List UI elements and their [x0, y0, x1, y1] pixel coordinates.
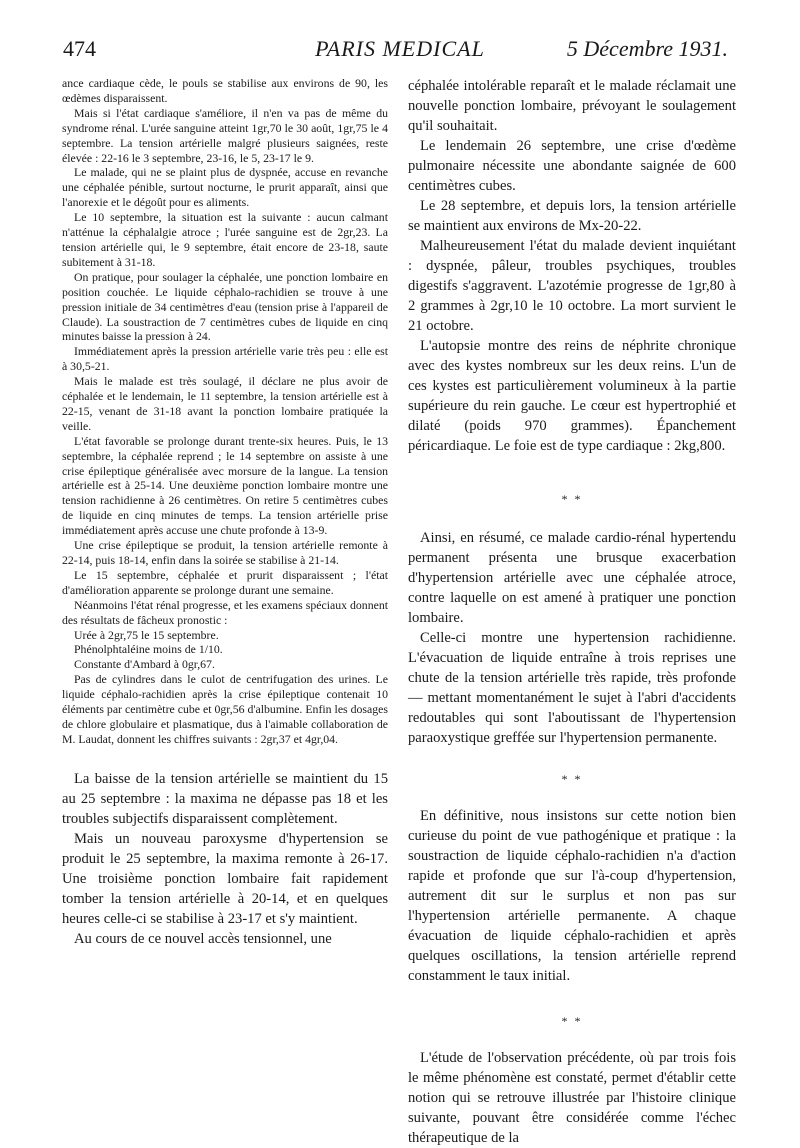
paragraph: Au cours de ce nouvel accès tensionnel, une	[74, 930, 332, 947]
paragraph: Mais un nouveau paroxysme d'hypertension se produit le 25 septembre, la maxima remonte à 26-17. Une troisième ponction lombaire fait rapidement tomber la tension artérielle à 20-14, et en quelques heures celle-ci se stabilise à 23-17 et s'y maintient.	[62, 830, 388, 927]
paragraph: Ainsi, en résumé, ce malade cardio-rénal hypertendu permanent présenta une brusque exacerbation d'hypertension artérielle avec une céphalée atroce, contre laquelle on est amené à pratiquer une ponction lombaire.	[408, 530, 736, 626]
section-separator: * *	[561, 492, 583, 506]
section-separator: * *	[561, 1014, 583, 1028]
paragraph: L'état favorable se prolonge durant trente-six heures. Puis, le 13 septembre, la céphalée reprend ; le 14 septembre on assiste à une crise épileptique généralisée avec morsure de la langue. La tension artérielle est à 25-14. Une deuxième ponction lombaire montre une tension rachidienne à 26 centimètres. On retire 5 centimètres cubes de liquide en cinq minutes de temps. La tension artérielle prise immédiatement après accuse une chute profonde à 13-9.	[62, 433, 388, 538]
lab-result: Constante d'Ambard à 0gr,67.	[74, 657, 215, 672]
paragraph: Immédiatement après la pression artérielle varie très peu : elle est à 30,5-21.	[62, 344, 388, 374]
journal-title: PARIS MEDICAL	[315, 36, 485, 61]
paragraph: Pas de cylindres dans le culot de centrifugation des urines. Le liquide céphalo-rachidien après la crise épileptique contenait 10 éléments par centimètre cube et 0gr,56 d'albumine. Enfin les dosages de chlore globulaire et plasmatique, dus à l'aimable collaboration de M. Laudat, donnent les chiffres suivants : 2gr,37 et 4gr,04.	[62, 672, 388, 746]
paragraph: Néanmoins l'état rénal progresse, et les examens spéciaux donnent des résultats de fâcheux pronostic :	[62, 597, 388, 627]
paragraph: Mais si l'état cardiaque s'améliore, il n'en va pas de même du syndrome rénal. L'urée sanguine atteint 1gr,70 le 30 août, 1gr,75 le 4 septembre. La tension artérielle malgré plusieurs saignées, reste élevée : 22-16 le 3 septembre, 23-16, le 5, 23-17 le 9.	[62, 105, 388, 165]
paragraph: Le lendemain 26 septembre, une crise d'œdème pulmonaire nécessite une abondante saignée de 600 centimètres cubes.	[408, 138, 736, 194]
paragraph: Une crise épileptique se produit, la tension artérielle remonte à 22-14, puis 18-14, enfin dans la soirée se stabilise à 21-14.	[62, 538, 388, 567]
paragraph: On pratique, pour soulager la céphalée, une ponction lombaire en position couchée. Le liquide céphalo-rachidien se trouve à une pression initiale de 34 centimètres d'eau (tension prise à l'appareil de Claude). La soustraction de 7 centimètres cubes de liquide en cinq minutes baisse la pression à 24.	[62, 269, 388, 344]
right-column	[408, 76, 736, 1148]
lab-result: Phénolphtaléine moins de 1/10.	[74, 642, 223, 657]
paragraph: L'étude de l'observation précédente, où par trois fois le même phénomène est constaté, permet d'établir cette notion qui se retrouve illustrée par l'histoire clinique suivante, pouvant être considérée comme l'échec thérapeutique de la	[408, 1050, 736, 1146]
section-separator: * *	[561, 772, 583, 786]
lab-result: Urée à 2gr,75 le 15 septembre.	[74, 627, 219, 642]
paragraph: La baisse de la tension artérielle se maintient du 15 au 25 septembre : la maxima ne dépasse pas 18 et les troubles subjectifs disparaissent complètement.	[62, 770, 388, 827]
paragraph: Le 10 septembre, la situation est la suivante : aucun calmant n'atténue la céphalalgie atroce ; l'urée sanguine est de 2gr,23. La tension artérielle qui, le 9 septembre, était encore de 23-18, saute subitement à 31-18.	[62, 210, 388, 269]
paragraph: ance cardiaque cède, le pouls se stabilise aux environs de 90, les œdèmes disparaissent.	[62, 76, 388, 105]
issue-date: 5 Décembre 1931.	[566, 36, 728, 61]
paragraph: Malheureusement l'état du malade devient inquiétant : dyspnée, pâleur, troubles psychiques, troubles digestifs s'aggravent. L'azotémie progresse de 1gr,80 à 2 grammes à 2gr,10 le 10 octobre. La mort survient le 21 octobre.	[408, 238, 736, 334]
paragraph: Mais le malade est très soulagé, il déclare ne plus avoir de céphalée et le lendemain, le 11 septembre, la tension artérielle est à 22-15, venant de 31-18 avant la ponction lombaire pratiquée la veille.	[62, 374, 388, 433]
paragraph: Le 15 septembre, céphalée et prurit disparaissent ; l'état d'amélioration apparente se prolonge durant une semaine.	[62, 567, 388, 597]
paragraph: Celle-ci montre une hypertension rachidienne. L'évacuation de liquide entraîne à trois reprises une chute de la tension artérielle très rapide, très profonde — mettant momentanément le sujet à l'abri d'accidents redoutables qui sont l'aboutissant de l'hypertension paraoxystique greffée sur l'hypertension permanente.	[408, 630, 736, 746]
paragraph: céphalée intolérable reparaît et le malade réclamait une nouvelle ponction lombaire, prévoyant le soulagement qu'il souhaitait.	[408, 78, 736, 134]
paragraph: Le 28 septembre, et depuis lors, la tension artérielle se maintient aux environs de Mx-20-22.	[408, 198, 736, 234]
paragraph: L'autopsie montre des reins de néphrite chronique avec des kystes nombreux sur les deux reins. L'un de ces kystes est particulièrement volumineux à la partie supérieure du rein gauche. Le cœur est hypertrophié et dilaté (poids 970 grammes). Épanchement péricardiaque. Le foie est de type cardiaque : 2kg,800.	[408, 338, 736, 454]
paragraph: En définitive, nous insistons sur cette notion bien curieuse du point de vue pathogénique et pratique : la soustraction de liquide céphalo-rachidien n'a d'action rapide et profonde que sur l'à-coup d'hypertension, autrement dit sur le surplus et non pas sur l'hypertension artérielle permanente. A chaque évacuation de liquide céphalo-rachidien et après quelques oscillations, la tension artérielle reprend constamment le taux initial.	[408, 808, 736, 984]
left-column	[62, 76, 388, 949]
paragraph: Le malade, qui ne se plaint plus de dyspnée, accuse en revanche une céphalée pénible, surtout nocturne, le prurit apparaît, ainsi que l'anorexie et le dégoût pour es aliments.	[62, 165, 388, 210]
page-header	[0, 36, 800, 76]
page-number: 474	[63, 36, 96, 61]
